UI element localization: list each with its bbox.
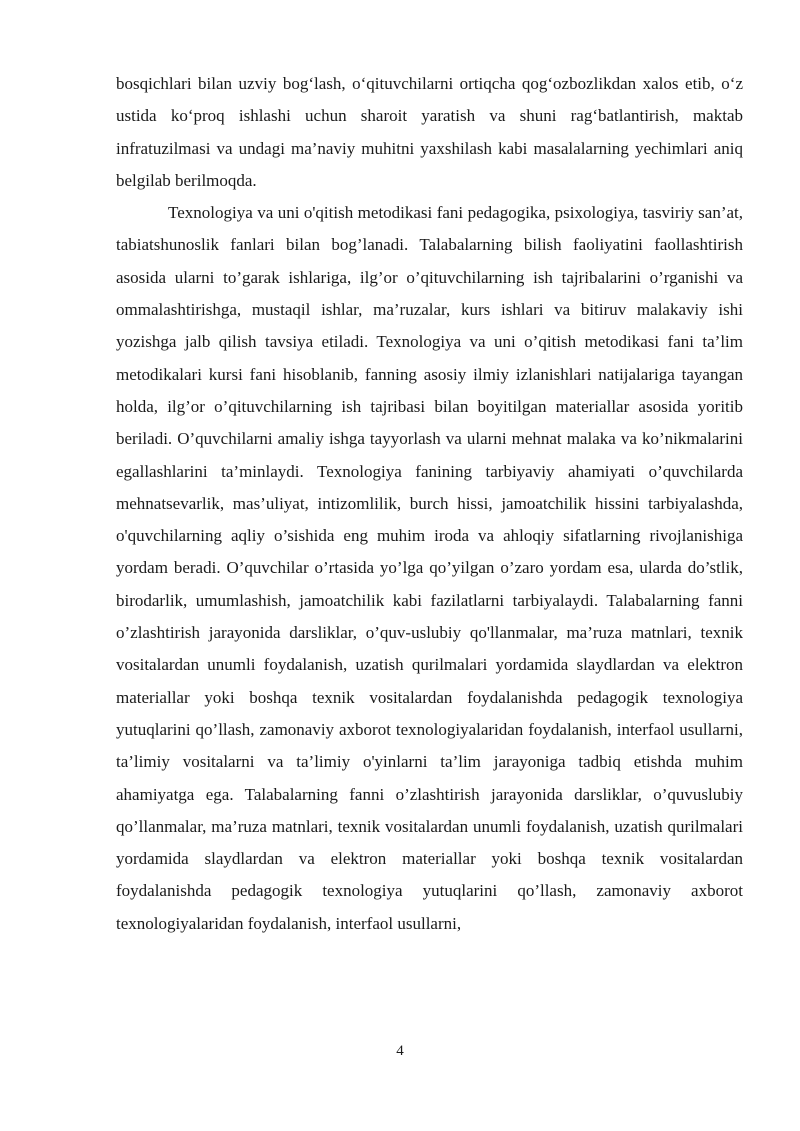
page-number: 4 [396,1043,404,1059]
paragraph-technology-subject: Texnologiya va uni o'qitish metodikasi fani pedagogika, psixologiya, tasviriy san’at, tabiatshunoslik fanlari bilan bog’lanadi. Talabalarning bilish faoliyatini faollashtirish asosida ularni to’garak ishlariga, ilg’or o’qituvchilarning ish tajribalarini o’rganishi va ommalashtirishga, mustaqil ishlar, ma’ruzalar, kurs ishlari va bitiruv malakaviy ishi yozishga jalb qilish tavsiya etiladi. Texnologiya va uni o’qitish metodikasi fani ta’lim metodikalari kursi fani hisoblanib, fanning asosiy ilmiy izlanishlari natijalariga tayangan holda, ilg’or o’qituvchilarning ish tajribasi bilan boyitilgan materiallar asosida yoritib beriladi. O’quvchilarni amaliy ishga tayyorlash va ularni mehnat malaka va ko’nikmalarini egallashlarini ta’minlaydi. Texnologiya fanining tarbiyaviy ahamiyati o’quvchilarda mehnatsevarlik, mas’uliyat, intizomlilik, burch hissi, jamoatchilik hissini tarbiyalashda, o'quvchilarning aqliy o’sishida eng muhim iroda va ahloqiy sifatlarning rivojlanishiga yordam beradi. O’quvchilar o’rtasida yo’lga qo’yilgan o’zaro yordam esa, ularda do’stlik, birodarlik, umumlashish, jamoatchilik kabi fazilatlarni tarbiyalaydi. Talabalarning fanni o’zlashtirish jarayonida darsliklar, o’quv-uslubiy qo'llanmalar, ma’ruza matnlari, texnik vositalardan unumli foydalanish, uzatish qurilmalari yordamida slaydlardan va elektron materiallar yoki boshqa texnik vositalardan foydalanishda pedagogik texnologiya yutuqlarini qo’llash, zamonaviy axborot texnologiyalaridan foydalanish, interfaol usullarni, ta’limiy vositalarni va ta’limiy o'yinlarni ta’lim jarayoniga tadbiq etishda muhim ahamiyatga ega. Talabalarning fanni o’zlashtirish jarayonida darsliklar, o’quvuslubiy qo’llanmalar, ma’ruza matnlari, texnik vositalardan unumli foydalanish, uzatish qurilmalari yordamida slaydlardan va elektron materiallar yoki boshqa texnik vositalardan foydalanishda pedagogik texnologiya yutuqlarini qo’llash, zamonaviy axborot texnologiyalaridan foydalanish, interfaol usullarni, [116,203,743,933]
document-page [116,68,743,940]
paragraph-continuation: bosqichlari bilan uzviy bog‘lash, o‘qituvchilarni ortiqcha qog‘ozbozlikdan xalos etib, o‘z ustida ko‘proq ishlashi uchun sharoit yaratish va shuni rag‘batlantirish, maktab infratuzilmasi va undagi ma’naviy muhitni yaxshilash kabi masalalarning yechimlari aniq belgilab berilmoqda. [116,74,743,190]
